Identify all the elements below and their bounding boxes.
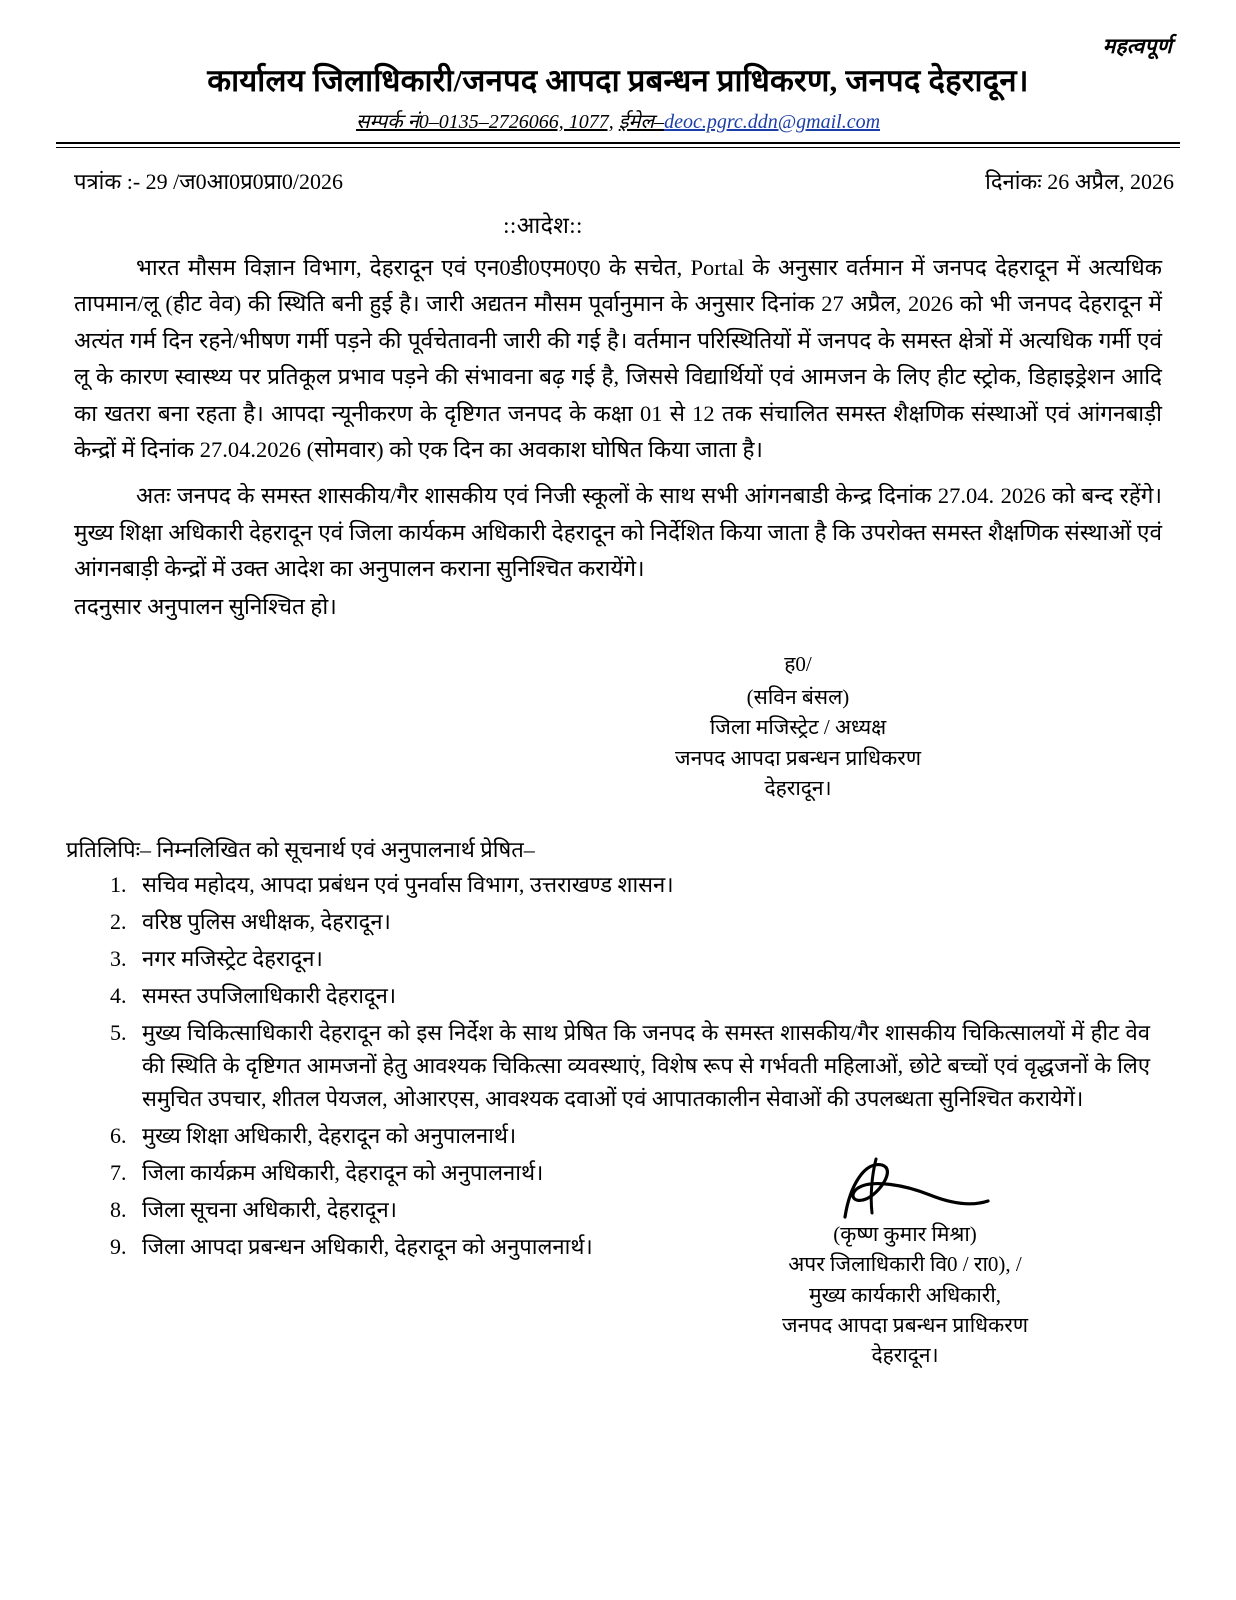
letter-date: दिनांकः 26 अप्रैल, 2026 [985, 168, 1174, 194]
letter-number: पत्रांक :- 29 /ज0आ0प्र0प्रा0/2026 [74, 168, 343, 194]
email-label: ईमेल– [618, 110, 665, 133]
signatory-designation-adm-2: मुख्य कार्यकारी अधिकारी, [808, 1282, 1002, 1307]
header-divider-thick [56, 142, 1180, 144]
handwritten-signature-icon [810, 1155, 1000, 1225]
signatory-place-dm: देहरादून। [764, 776, 832, 801]
email-address[interactable]: deoc.pgrc.ddn@gmail.com [664, 110, 881, 133]
list-item: 4. समस्त उपजिलाधिकारी देहरादून। [132, 979, 1160, 1012]
header-divider-thin [56, 147, 1180, 148]
signature-block-dm [56, 649, 1180, 803]
body-paragraph-1: भारत मौसम विज्ञान विभाग, देहरादून एवं एन0डी0एम0ए0 के सचेत, Portal के अनुसार वर्तमान में जनपद देहरादून में अत्यधिक तापमान/लू (हीट वेव) की स्थिति बनी हुई है। जारी अद्यतन मौसम पूर्वानुमान के अनुसार दिनांक 27 अप्रैल, 2026 को भी जनपद देहरादून में अत्यंत गर्म दिन रहने/भीषण गर्मी पड़ने की पूर्वचेतावनी जारी की गई है। वर्तमान परिस्थितियों में जनपद के समस्त क्षेत्रों में अत्यधिक गर्मी एवं लू के कारण स्वास्थ्य पर प्रतिकूल प्रभाव पड़ने की संभावना बढ़ गई है, जिससे विद्यार्थियों एवं आमजन के लिए हीट स्ट्रोक, डिहाइड्रेशन आदि का खतरा बना रहता है। आपदा न्यूनीकरण के दृष्टिगत जनपद के कक्षा 01 से 12 तक संचालित समस्त शैक्षणिक संस्थाओं एवं आंगनबाड़ी केन्द्रों में दिनांक 27.04.2026 (सोमवार) को एक दिन का अवकाश घोषित किया जाता है। [74, 254, 1162, 462]
body-paragraph-2: अतः जनपद के समस्त शासकीय/गैर शासकीय एवं निजी स्कूलों के साथ सभी आंगनबाडी केन्द्र दिनांक 27.04. 2026 को बन्द रहेंगे। मुख्य शिक्षा अधिकारी देहरादून एवं जिला कार्यकम अधिकारी देहरादून को निर्देशित किया जाता है कि उपरोक्त समस्त शैक्षणिक संस्थाओं एवं आंगनबाड़ी केन्द्रों में उक्त आदेश का अनुपालन कराना सुनिश्चित करायेंगे। [74, 483, 1162, 582]
order-heading: ::आदेश:: [503, 212, 583, 238]
signatory-name-adm: (कृष्ण कुमार मिश्रा) [833, 1221, 977, 1246]
page-bottom-spacer [56, 1371, 1180, 1491]
meta-row [74, 166, 1174, 196]
copy-to-header: प्रतिलिपिः– निम्नलिखित को सूचनार्थ एवं अनुपालनार्थ प्रेषित– [66, 836, 535, 862]
signatory-authority-adm: जनपद आपदा प्रबन्धन प्राधिकरण [781, 1312, 1028, 1337]
list-item: 9. जिला आपदा प्रबन्धन अधिकारी, देहरादून को अनुपालनार्थ। [132, 1230, 1160, 1263]
signatory-place-adm: देहरादून। [871, 1343, 939, 1368]
important-stamp: महत्वपूर्ण [1102, 34, 1172, 58]
signatory-authority-dm: जनपद आपदा प्रबन्धन प्राधिकरण [674, 745, 921, 770]
signatory-designation-adm-1: अपर जिलाधिकारी वि0 / रा0), / [788, 1252, 1022, 1277]
list-item: 2. वरिष्ठ पुलिस अधीक्षक, देहरादून। [132, 905, 1160, 938]
signature-block-adm [690, 1155, 1120, 1371]
signatory-name-dm: (सविन बंसल) [746, 684, 850, 709]
list-item: 1. सचिव महोदय, आपदा प्रबंधन एवं पुनर्वास विभाग, उत्तराखण्ड शासन। [132, 868, 1160, 901]
list-item: 6. मुख्य शिक्षा अधिकारी, देहरादून को अनुपालनार्थ। [132, 1119, 1160, 1152]
office-title: कार्यालय जिलाधिकारी/जनपद आपदा प्रबन्धन प्राधिकरण, जनपद देहरादून। [207, 63, 1029, 98]
contact-line [56, 107, 1180, 134]
signed-mark: ह0/ [784, 652, 812, 677]
signatory-designation-dm: जिला मजिस्ट्रेट / अध्यक्ष [709, 715, 887, 740]
list-item: 8. जिला सूचना अधिकारी, देहरादून। [132, 1193, 1160, 1226]
list-item: 5. मुख्य चिकित्साधिकारी देहरादून को इस निर्देश के साथ प्रेषित कि जनपद के समस्त शासकीय/गैर शासकीय चिकित्सालयों में हीट वेव की स्थिति के दृष्टिगत आमजनों हेतु आवश्यक चिकित्सा व्यवस्थाएं, विशेष रूप से गर्भवती महिलाओं, छोटे बच्चों एवं वृद्धजनों के लिए समुचित उपचार, शीतल पेयजल, ओआरएस, आवश्यक दवाओं एवं आपातकालीन सेवाओं की उपलब्धता सुनिश्चित करायेगें। [132, 1016, 1150, 1115]
body-paragraph-3: तदनुसार अनुपालन सुनिश्चित हो। [74, 593, 337, 619]
list-item: 7. जिला कार्यक्रम अधिकारी, देहरादून को अनुपालनार्थ। [132, 1156, 1160, 1189]
list-item: 3. नगर मजिस्ट्रेट देहरादून। [132, 942, 1160, 975]
contact-phone: सम्पर्क नं0–0135–2726066, 1077, [355, 110, 614, 133]
